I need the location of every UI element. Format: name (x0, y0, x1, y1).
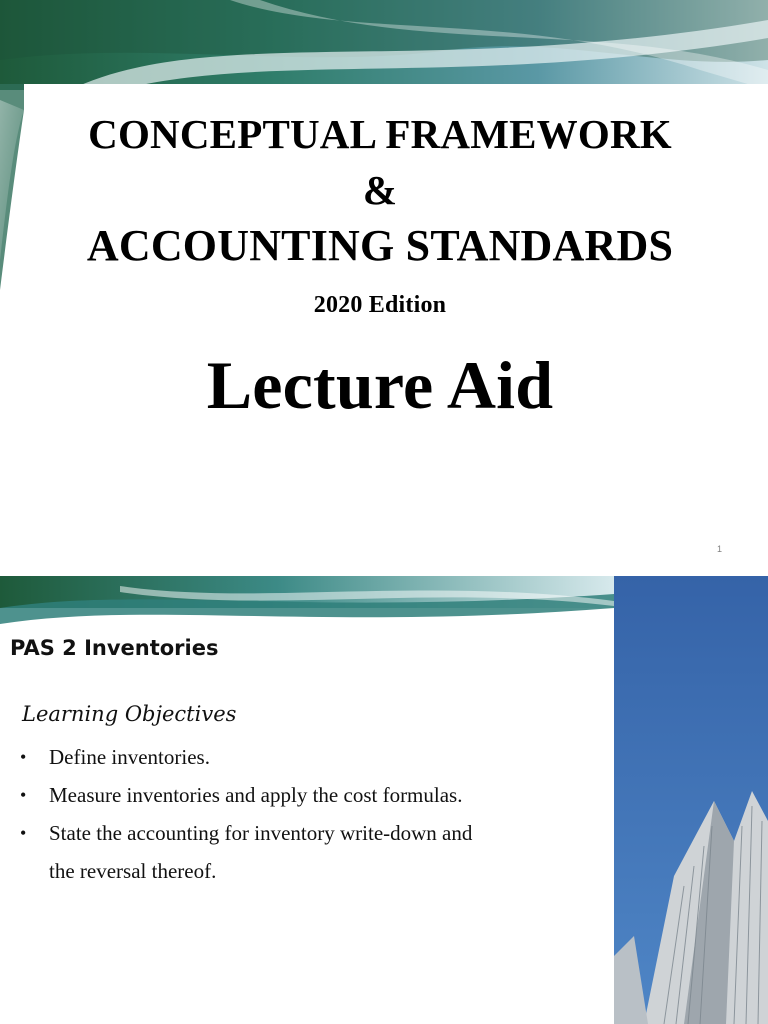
objectives-list (20, 738, 500, 890)
title-line-2: & (362, 167, 398, 213)
title-line-1: CONCEPTUAL FRAMEWORK (88, 111, 672, 157)
bullet-icon: • (20, 823, 27, 843)
lecture-aid-title: Lecture Aid (206, 347, 554, 423)
list-item (20, 776, 500, 814)
slide-heading: PAS 2 Inventories (10, 636, 219, 660)
wave-banner-graphic (0, 576, 614, 636)
list-item (20, 814, 500, 890)
list-item (20, 738, 500, 776)
bullet-icon: • (20, 747, 27, 767)
list-item-text: Define inventories. (49, 745, 210, 769)
edition-label: 2020 Edition (313, 292, 447, 318)
list-item-text: Measure inventories and apply the cost formulas. (49, 783, 463, 807)
objectives-slide (0, 576, 768, 1024)
page-number: 1 (716, 544, 722, 554)
list-item-text: State the accounting for inventory write-down and the reversal thereof. (49, 821, 473, 883)
bullet-icon: • (20, 785, 27, 805)
learning-objectives-heading: Learning Objectives (22, 702, 237, 726)
title-line-3: ACCOUNTING STANDARDS (86, 221, 674, 270)
building-photo-graphic (614, 576, 768, 1024)
